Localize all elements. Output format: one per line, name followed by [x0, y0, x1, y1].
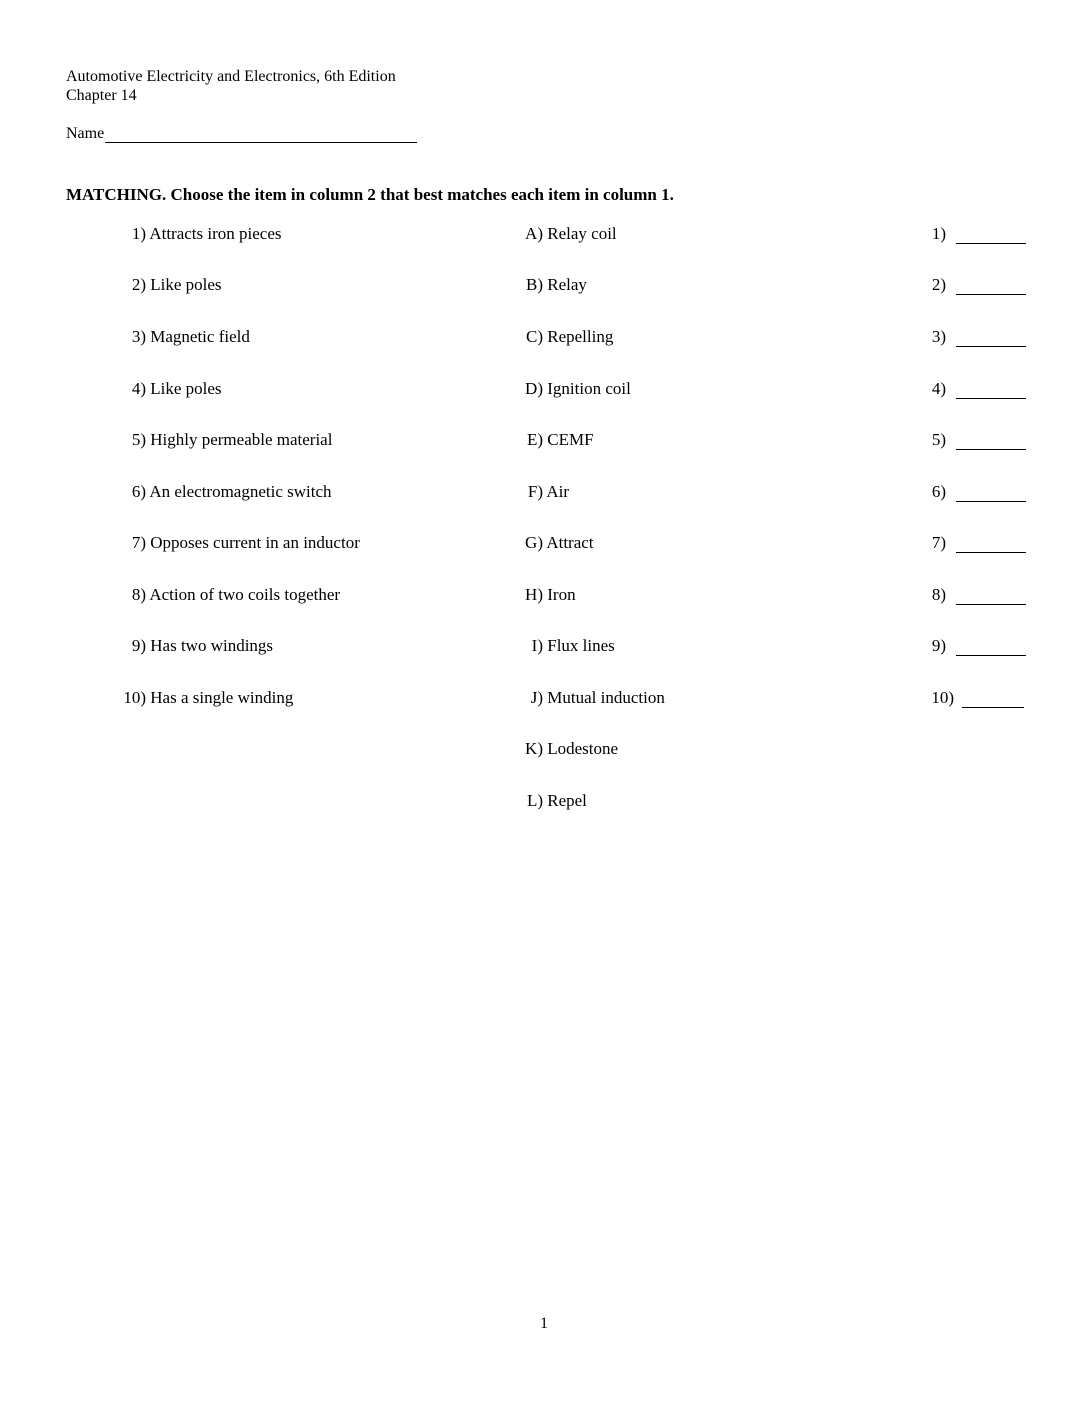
- item-text: Iron: [547, 585, 576, 604]
- column2-item: [498, 275, 587, 295]
- item-text: Like poles: [150, 275, 222, 294]
- answer-number: 10): [931, 688, 954, 707]
- chapter-label: Chapter 14: [66, 87, 137, 104]
- page-number: 1: [540, 1315, 548, 1332]
- answer-number: 5): [931, 430, 946, 449]
- answer-row: [920, 327, 1026, 347]
- column2-item: [498, 791, 587, 811]
- item-number: 2): [131, 275, 146, 294]
- item-letter: H): [525, 585, 543, 604]
- item-letter: D): [525, 379, 543, 398]
- column2-item: [498, 533, 594, 553]
- column1-item: [116, 224, 282, 244]
- column1-item: [116, 379, 222, 399]
- item-letter: E): [526, 430, 543, 449]
- column1-item: [116, 533, 360, 553]
- answer-row: [920, 533, 1026, 553]
- item-text: Has two windings: [150, 636, 274, 655]
- item-text: Repel: [547, 791, 587, 810]
- name-label: Name: [66, 125, 105, 142]
- item-number: 7): [131, 533, 146, 552]
- item-number: 1): [131, 224, 146, 243]
- answer-row: [920, 482, 1026, 502]
- item-text: Opposes current in an inductor: [150, 533, 360, 552]
- item-number: 3): [131, 327, 146, 346]
- answer-number: 7): [931, 533, 946, 552]
- item-text: Relay: [547, 275, 587, 294]
- item-letter: K): [525, 739, 543, 758]
- answer-row: [920, 430, 1026, 450]
- column2-item: [498, 379, 631, 399]
- column2-item: [498, 327, 613, 347]
- item-text: Mutual induction: [547, 688, 665, 707]
- column2-item: [498, 482, 569, 502]
- column1-item: [116, 482, 332, 502]
- item-text: Air: [546, 482, 569, 501]
- column2-item: [498, 585, 576, 605]
- column1-item: [116, 327, 250, 347]
- answer-number: 1): [931, 224, 946, 243]
- answer-row: [920, 688, 1024, 708]
- column1-item: [116, 430, 332, 450]
- item-letter: I): [531, 636, 543, 655]
- item-text: Action of two coils together: [149, 585, 341, 604]
- item-text: CEMF: [547, 430, 594, 449]
- answer-blank[interactable]: [956, 637, 1026, 656]
- answer-blank[interactable]: [956, 431, 1026, 450]
- answer-number: 3): [931, 327, 946, 346]
- item-number: 5): [131, 430, 146, 449]
- answer-number: 2): [931, 275, 946, 294]
- column1-item: [116, 636, 273, 656]
- item-letter: F): [527, 482, 543, 501]
- item-text: Has a single winding: [150, 688, 294, 707]
- item-letter: L): [526, 791, 543, 810]
- item-number: 8): [131, 585, 146, 604]
- answer-blank[interactable]: [956, 276, 1026, 295]
- answer-blank[interactable]: [956, 534, 1026, 553]
- item-text: Magnetic field: [150, 327, 250, 346]
- answer-blank[interactable]: [956, 380, 1026, 399]
- column2-item: [498, 636, 615, 656]
- answer-number: 6): [931, 482, 946, 501]
- item-text: Flux lines: [547, 636, 615, 655]
- item-text: Repelling: [547, 327, 614, 346]
- answer-blank[interactable]: [962, 689, 1024, 708]
- answer-number: 8): [931, 585, 946, 604]
- item-text: Highly permeable material: [150, 430, 333, 449]
- answer-blank[interactable]: [956, 483, 1026, 502]
- item-number: 4): [131, 379, 146, 398]
- item-text: Relay coil: [547, 224, 617, 243]
- item-letter: G): [525, 533, 543, 552]
- item-number: 10): [123, 688, 146, 707]
- answer-blank[interactable]: [956, 225, 1026, 244]
- column2-item: [498, 430, 594, 450]
- column1-item: [116, 275, 222, 295]
- answer-blank[interactable]: [956, 328, 1026, 347]
- answer-row: [920, 275, 1026, 295]
- item-text: Like poles: [150, 379, 222, 398]
- item-letter: C): [526, 327, 543, 346]
- answer-row: [920, 636, 1026, 656]
- column2-item: [498, 739, 618, 759]
- item-letter: J): [530, 688, 543, 707]
- answer-number: 4): [931, 379, 946, 398]
- column1-item: [116, 585, 340, 605]
- instructions: MATCHING. Choose the item in column 2 that best matches each item in column 1.: [66, 185, 674, 204]
- answer-number: 9): [931, 636, 946, 655]
- answer-blank[interactable]: [956, 586, 1026, 605]
- item-number: 9): [131, 636, 146, 655]
- column2-item: [498, 688, 665, 708]
- item-text: Ignition coil: [547, 379, 631, 398]
- answer-row: [920, 379, 1026, 399]
- column1-item: [116, 688, 293, 708]
- answer-row: [920, 224, 1026, 244]
- answer-row: [920, 585, 1026, 605]
- column2-item: [498, 224, 617, 244]
- item-text: An electromagnetic switch: [149, 482, 332, 501]
- item-letter: A): [525, 224, 543, 243]
- book-title: Automotive Electricity and Electronics, 6th Edition: [66, 68, 396, 85]
- item-letter: B): [526, 275, 543, 294]
- item-number: 6): [131, 482, 146, 501]
- item-text: Lodestone: [547, 739, 619, 758]
- item-text: Attracts iron pieces: [149, 224, 282, 243]
- item-text: Attract: [546, 533, 594, 552]
